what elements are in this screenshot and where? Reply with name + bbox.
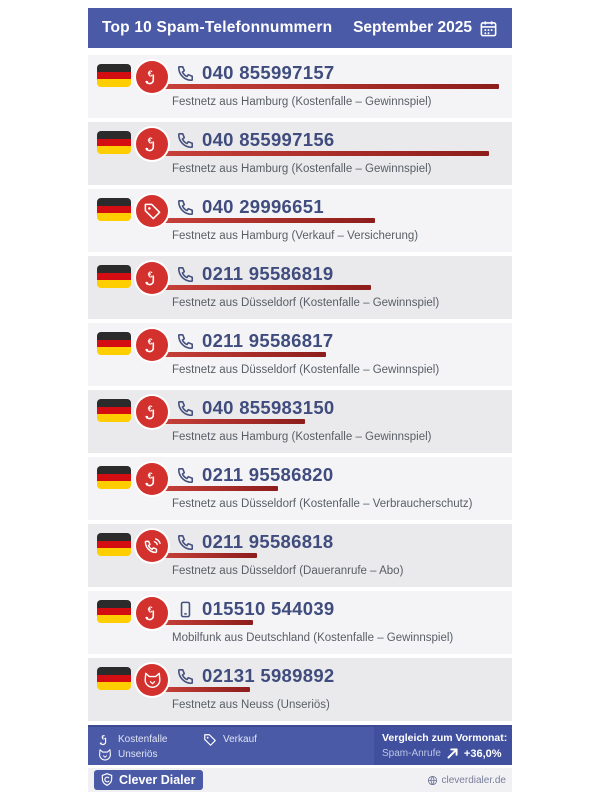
comparison-label: Spam-Anrufe — [382, 748, 441, 759]
spam-volume-bar-track — [160, 84, 506, 89]
page-title: Top 10 Spam-Telefonnummern — [102, 19, 333, 36]
legend-item — [98, 732, 203, 747]
phone-description: Festnetz aus Düsseldorf (Daueranrufe – Abo) — [172, 565, 404, 577]
legend-label: Kostenfalle — [118, 734, 168, 745]
phone-description: Mobilfunk aus Deutschland (Kostenfalle – Gewinnspiel) — [172, 632, 454, 644]
spam-volume-bar — [160, 419, 305, 424]
phone-description: Festnetz aus Hamburg (Kostenfalle – Gewinnspiel) — [172, 431, 432, 443]
header — [88, 8, 512, 48]
landline-phone-icon — [176, 198, 195, 217]
svg-text:€: € — [147, 470, 153, 481]
phone-description: Festnetz aus Neuss (Unseriös) — [172, 699, 330, 711]
phone-number[interactable]: 02131 5989892 — [202, 665, 335, 686]
spam-row — [88, 122, 512, 185]
spam-volume-bar — [160, 486, 278, 491]
shield-icon — [100, 772, 114, 787]
spam-volume-bar-track — [160, 151, 506, 156]
landline-phone-icon — [176, 64, 195, 83]
phone-description: Festnetz aus Düsseldorf (Kostenfalle – Verbraucherschutz) — [172, 498, 473, 510]
spam-row — [88, 457, 512, 520]
svg-text:€: € — [147, 135, 153, 146]
period-label: September 2025 — [353, 19, 472, 36]
spam-volume-bar-track — [160, 352, 506, 357]
footer-bar — [88, 768, 512, 792]
phone-number[interactable]: 040 29996651 — [202, 196, 324, 217]
comparison-title: Vergleich zum Vormonat: — [382, 732, 508, 744]
kostenfalle-icon — [136, 329, 168, 361]
svg-text:€: € — [147, 68, 153, 79]
legend-item — [203, 732, 308, 747]
unserioes-icon — [136, 664, 168, 696]
germany-flag-icon — [97, 600, 131, 623]
phone-number[interactable]: 0211 95586819 — [202, 263, 334, 284]
germany-flag-icon — [97, 332, 131, 355]
phone-number[interactable]: 0211 95586817 — [202, 330, 334, 351]
spam-volume-bar — [160, 352, 326, 357]
spam-row — [88, 658, 512, 721]
spam-volume-bar-track — [160, 486, 506, 491]
website-label: cleverdialer.de — [441, 774, 506, 786]
spam-top10-infographic — [88, 8, 512, 792]
phone-number[interactable]: 040 855997156 — [202, 129, 335, 150]
germany-flag-icon — [97, 131, 131, 154]
phone-number[interactable]: 0211 95586820 — [202, 464, 334, 485]
landline-phone-icon — [176, 399, 195, 418]
spam-volume-bar-track — [160, 620, 506, 625]
calendar-icon — [479, 19, 498, 38]
website-link[interactable] — [427, 775, 506, 786]
spam-volume-bar — [160, 218, 375, 223]
svg-text:€: € — [147, 269, 153, 280]
kostenfalle-icon — [136, 597, 168, 629]
phone-number[interactable]: 0211 95586818 — [202, 531, 334, 552]
legend-label: Verkauf — [223, 734, 257, 745]
germany-flag-icon — [97, 667, 131, 690]
spam-row — [88, 524, 512, 587]
phone-number[interactable]: 015510 544039 — [202, 598, 335, 619]
phone-number[interactable]: 040 855983150 — [202, 397, 335, 418]
germany-flag-icon — [97, 533, 131, 556]
kostenfalle-icon — [136, 396, 168, 428]
kostenfalle-icon — [136, 128, 168, 160]
spam-volume-bar-track — [160, 553, 506, 558]
landline-phone-icon — [176, 265, 195, 284]
kostenfalle-icon — [136, 262, 168, 294]
unserioes-icon — [98, 748, 112, 762]
kostenfalle-icon — [136, 463, 168, 495]
period — [353, 19, 498, 38]
verkauf-icon — [203, 733, 217, 747]
brand-name: Clever Dialer — [119, 772, 196, 787]
spam-row — [88, 189, 512, 252]
svg-text:€: € — [147, 604, 153, 615]
landline-phone-icon — [176, 332, 195, 351]
spam-volume-bar — [160, 620, 253, 625]
phone-description: Festnetz aus Hamburg (Kostenfalle – Gewinnspiel) — [172, 96, 432, 108]
spam-row — [88, 55, 512, 118]
kostenfalle-icon — [136, 61, 168, 93]
legend-label: Unseriös — [118, 749, 158, 760]
spam-volume-bar — [160, 285, 371, 290]
spam-volume-bar-track — [160, 218, 506, 223]
legend-items — [88, 727, 328, 765]
spam-row — [88, 390, 512, 453]
spam-row — [88, 256, 512, 319]
spam-volume-bar-track — [160, 285, 506, 290]
landline-phone-icon — [176, 131, 195, 150]
spam-row — [88, 323, 512, 386]
verkauf-icon — [136, 195, 168, 227]
spam-volume-bar-track — [160, 687, 506, 692]
landline-phone-icon — [176, 466, 195, 485]
germany-flag-icon — [97, 399, 131, 422]
germany-flag-icon — [97, 466, 131, 489]
spam-volume-bar-track — [160, 419, 506, 424]
phone-description: Festnetz aus Düsseldorf (Kostenfalle – Gewinnspiel) — [172, 297, 440, 309]
svg-text:€: € — [101, 733, 106, 741]
phone-description: Festnetz aus Hamburg (Kostenfalle – Gewinnspiel) — [172, 163, 432, 175]
landline-phone-icon — [176, 667, 195, 686]
legend-item — [98, 747, 203, 762]
spam-volume-bar — [160, 687, 250, 692]
legend-strip — [88, 725, 512, 765]
brand-logo — [94, 770, 203, 790]
spam-volume-bar — [160, 84, 499, 89]
germany-flag-icon — [97, 64, 131, 87]
landline-phone-icon — [176, 533, 195, 552]
spam-volume-bar — [160, 151, 489, 156]
daueranrufe-icon — [136, 530, 168, 562]
comparison-box — [374, 727, 512, 765]
germany-flag-icon — [97, 198, 131, 221]
spam-list — [88, 55, 512, 721]
spam-volume-bar — [160, 553, 257, 558]
mobile-phone-icon — [176, 600, 195, 619]
svg-text:€: € — [147, 336, 153, 347]
globe-icon — [427, 775, 438, 786]
comparison-value: +36,0% — [463, 747, 502, 760]
spam-row — [88, 591, 512, 654]
trend-up-arrow-icon — [446, 747, 459, 760]
phone-number[interactable]: 040 855997157 — [202, 62, 335, 83]
svg-text:€: € — [147, 403, 153, 414]
phone-description: Festnetz aus Düsseldorf (Kostenfalle – Gewinnspiel) — [172, 364, 440, 376]
germany-flag-icon — [97, 265, 131, 288]
phone-description: Festnetz aus Hamburg (Verkauf – Versicherung) — [172, 230, 419, 242]
kostenfalle-icon — [98, 733, 112, 747]
